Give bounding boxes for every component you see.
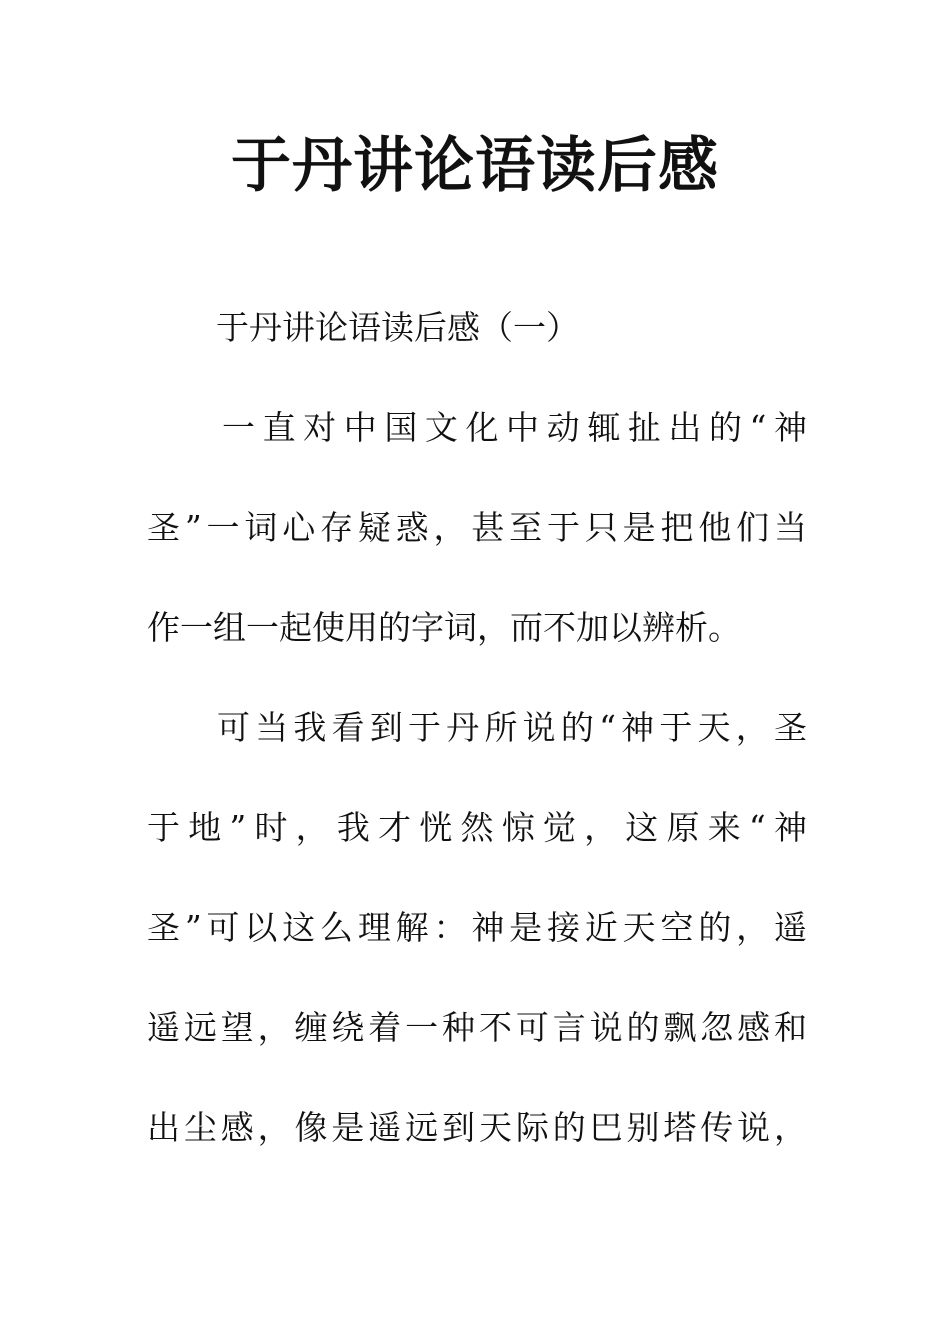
- paragraph-line: 遥远望，缠绕着一种不可言说的飘忽感和: [147, 1008, 807, 1047]
- paragraph-line: 圣”可以这么理解：神是接近天空的，遥: [147, 908, 807, 947]
- paragraph-line: 出尘感，像是遥远到天际的巴别塔传说，: [147, 1108, 807, 1147]
- document-title: 于丹讲论语读后感: [231, 131, 719, 201]
- section-heading: 于丹讲论语读后感（一）: [216, 308, 579, 347]
- paragraph-line: 作一组一起使用的字词，而不加以辨析。: [147, 608, 741, 647]
- paragraph-line: 于地”时，我才恍然惊觉，这原来“神: [147, 808, 807, 847]
- paragraph-line: 可当我看到于丹所说的“神于天，圣: [217, 708, 807, 747]
- paragraph-line: 一直对中国文化中动辄扯出的“神: [222, 408, 807, 447]
- paragraph-line: 圣”一词心存疑惑，甚至于只是把他们当: [147, 508, 807, 547]
